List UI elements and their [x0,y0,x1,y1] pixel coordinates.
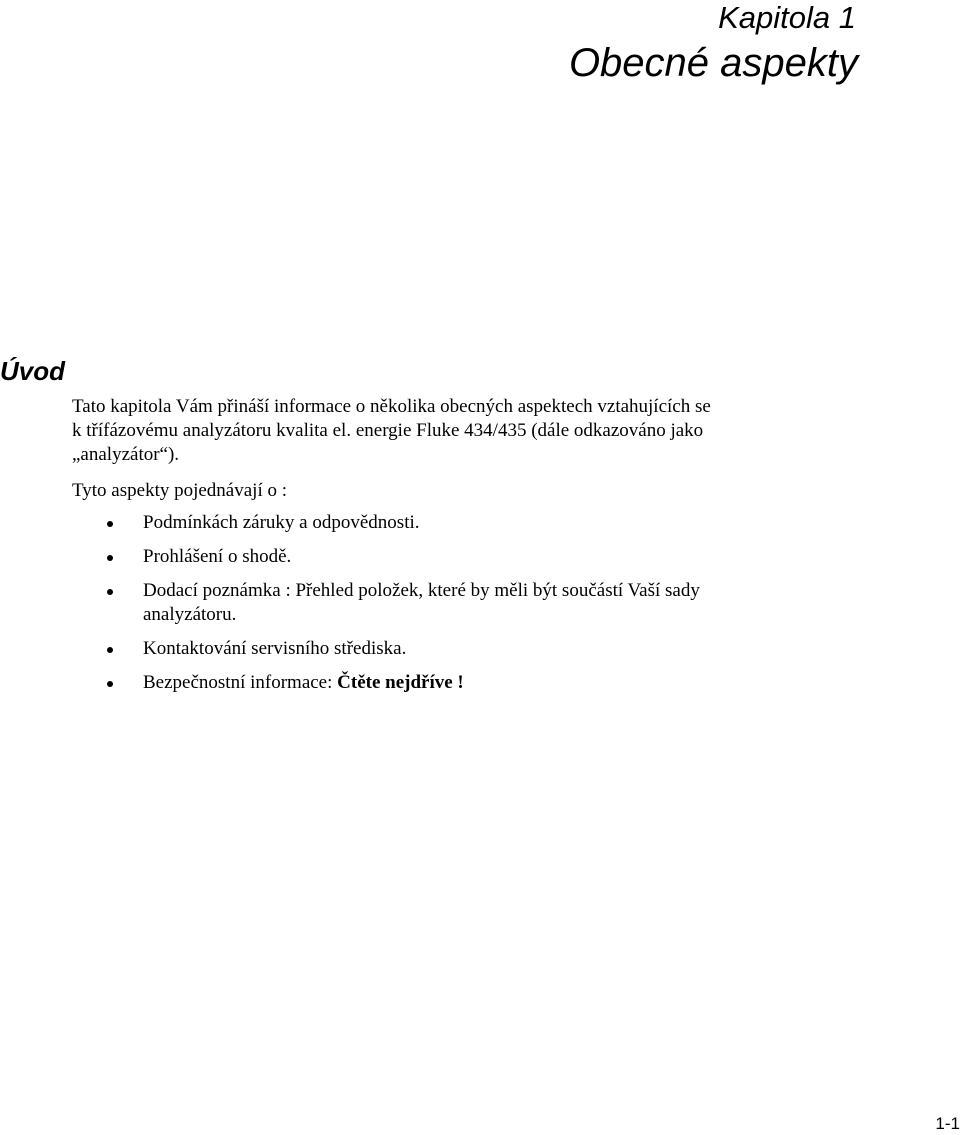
section-heading: Úvod [0,356,65,386]
list-item [0,511,960,535]
topic-list [0,511,960,705]
chapter-title: Obecné aspekty [568,41,858,85]
list-item-text: Kontaktování servisního střediska. [143,638,407,659]
list-item-text [143,671,960,695]
bullet-icon [107,647,113,653]
topics-lead: Tyto aspekty pojednávají o : [72,480,288,501]
bullet-icon [107,521,113,527]
list-item [0,579,960,627]
list-item-text: Dodací poznámka : Přehled položek, které by měli být součástí Vaší sady [143,580,700,601]
chapter-number: Kapitola 1 [718,0,856,35]
list-item [0,671,960,695]
list-item-text: Prohlášení o shodě. [143,546,292,567]
read-first-emphasis: Čtěte nejdříve ! [337,672,464,693]
page-number: 1-1 [935,1114,960,1133]
list-item-text: Podmínkách záruky a odpovědnosti. [143,512,420,533]
bullet-icon [107,589,113,595]
list-item [0,637,960,661]
list-item [0,545,960,569]
intro-line: Tato kapitola Vám přináší informace o několika obecných aspektech vztahujících se [72,396,711,417]
safety-info-label: Bezpečnostní informace: [143,672,338,693]
intro-line: k třífázovému analyzátoru kvalita el. energie Fluke 434/435 (dále odkazováno jako [72,420,704,441]
list-item-text: analyzátoru. [143,604,237,625]
bullet-icon [107,555,113,561]
intro-line: „analyzátor“). [72,444,180,465]
intro-paragraph [72,395,812,467]
bullet-icon [107,681,113,687]
